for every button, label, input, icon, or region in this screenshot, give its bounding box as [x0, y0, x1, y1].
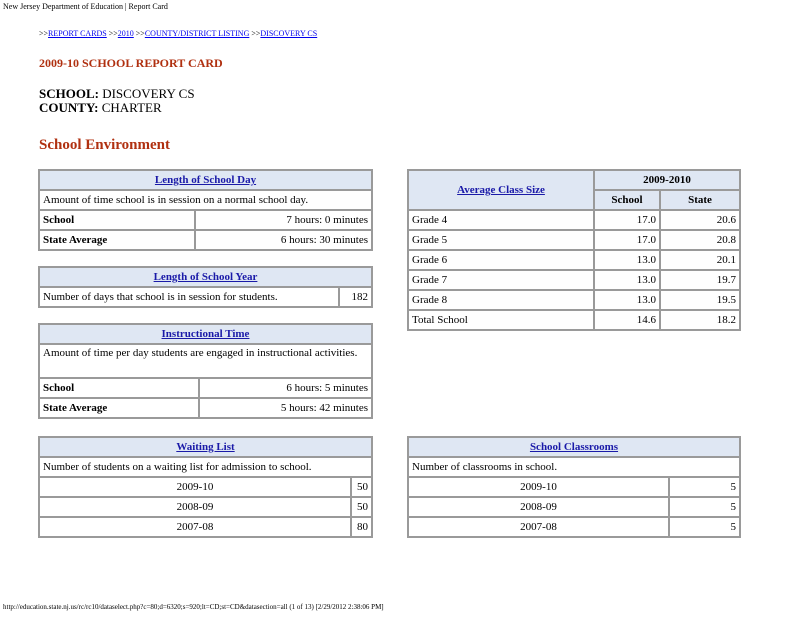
breadcrumb-year-link[interactable]: 2010 — [117, 29, 134, 38]
row-label: State Average — [39, 398, 199, 418]
length-of-school-day-link[interactable]: Length of School Day — [154, 174, 257, 186]
length-of-school-year-link[interactable]: Length of School Year — [153, 271, 258, 283]
year-label: 2008-09 — [39, 497, 351, 517]
table-header — [39, 324, 372, 344]
table-row — [39, 497, 372, 517]
row-value: 6 hours: 30 minutes — [195, 230, 372, 250]
row-value: 7 hours: 0 minutes — [195, 210, 372, 230]
waiting-list-table — [38, 436, 373, 538]
grade-label: Grade 7 — [408, 270, 594, 290]
state-value: 20.8 — [660, 230, 740, 250]
row-value: 5 — [669, 477, 740, 497]
report-card-title: 2009-10 SCHOOL REPORT CARD — [39, 56, 223, 70]
table-header — [408, 170, 594, 210]
school-value: DISCOVERY CS — [98, 86, 195, 101]
state-value: 19.7 — [660, 270, 740, 290]
year-label: 2009-10 — [408, 477, 669, 497]
breadcrumb-separator: >> — [249, 29, 261, 38]
table-row — [39, 517, 372, 537]
table-row — [408, 497, 740, 517]
school-value: 14.6 — [594, 310, 660, 330]
state-value: 19.5 — [660, 290, 740, 310]
school-value: 13.0 — [594, 270, 660, 290]
breadcrumb-separator: >> — [39, 29, 49, 38]
row-value: 182 — [339, 287, 372, 307]
breadcrumb-separator: >> — [106, 29, 118, 38]
school-value: 17.0 — [594, 210, 660, 230]
section-title: School Environment — [39, 137, 170, 153]
column-header-state: State — [660, 190, 740, 210]
year-label: 2007-08 — [39, 517, 351, 537]
row-value: 50 — [351, 477, 372, 497]
breadcrumb — [39, 29, 317, 38]
table-row — [408, 517, 740, 537]
year-label: 2008-09 — [408, 497, 669, 517]
row-value: 5 — [669, 497, 740, 517]
breadcrumb-separator: >> — [133, 29, 145, 38]
grade-label: Total School — [408, 310, 594, 330]
table-row — [39, 398, 372, 418]
county-name-line — [39, 100, 162, 116]
grade-label: Grade 8 — [408, 290, 594, 310]
row-value: 50 — [351, 497, 372, 517]
row-value: 5 hours: 42 minutes — [199, 398, 372, 418]
county-value: CHARTER — [98, 100, 162, 115]
table-row — [408, 210, 740, 230]
table-header — [39, 267, 372, 287]
grade-label: Grade 6 — [408, 250, 594, 270]
school-value: 13.0 — [594, 250, 660, 270]
year-header: 2009-2010 — [594, 170, 740, 190]
table-row — [408, 250, 740, 270]
school-value: 17.0 — [594, 230, 660, 250]
breadcrumb-county-listing-link[interactable]: COUNTY/DISTRICT LISTING — [144, 29, 250, 38]
waiting-list-link[interactable]: Waiting List — [176, 441, 235, 453]
table-header — [39, 170, 372, 190]
year-label: 2007-08 — [408, 517, 669, 537]
table-description: Number of days that school is in session for students. — [39, 287, 339, 307]
table-row — [39, 287, 372, 307]
state-value: 20.6 — [660, 210, 740, 230]
row-label: School — [39, 378, 199, 398]
row-value: 5 — [669, 517, 740, 537]
state-value: 20.1 — [660, 250, 740, 270]
page-footer-url: http://education.state.nj.us/rc/rc10/dataselect.php?c=80;d=6320;s=920;lt=CD;st=CD&datasection=all (1 of 13) [2/29/2012 2:38:06 PM] — [3, 603, 384, 611]
school-classrooms-table — [407, 436, 741, 538]
breadcrumb-school-link[interactable]: DISCOVERY CS — [260, 29, 318, 38]
row-label: School — [39, 210, 195, 230]
state-value: 18.2 — [660, 310, 740, 330]
table-row — [39, 378, 372, 398]
table-row — [39, 477, 372, 497]
table-description: Amount of time school is in session on a normal school day. — [39, 190, 372, 210]
table-header — [408, 437, 740, 457]
school-label: SCHOOL: — [39, 86, 99, 101]
average-class-size-link[interactable]: Average Class Size — [457, 184, 545, 196]
grade-label: Grade 5 — [408, 230, 594, 250]
row-value: 6 hours: 5 minutes — [199, 378, 372, 398]
row-value: 80 — [351, 517, 372, 537]
column-header-school: School — [594, 190, 660, 210]
length-of-school-day-table — [38, 169, 373, 251]
breadcrumb-report-cards-link[interactable]: REPORT CARDS — [48, 29, 107, 38]
average-class-size-table — [407, 169, 741, 331]
table-row — [408, 270, 740, 290]
school-value: 13.0 — [594, 290, 660, 310]
year-label: 2009-10 — [39, 477, 351, 497]
browser-page-header: New Jersey Department of Education | Report Card — [3, 2, 168, 11]
grade-label: Grade 4 — [408, 210, 594, 230]
school-classrooms-link[interactable]: School Classrooms — [529, 441, 619, 453]
instructional-time-table — [38, 323, 373, 419]
table-description: Number of students on a waiting list for admission to school. — [39, 457, 372, 477]
table-row — [39, 210, 372, 230]
row-label: State Average — [39, 230, 195, 250]
county-label: COUNTY: — [39, 100, 99, 115]
length-of-school-year-table — [38, 266, 373, 308]
table-row — [408, 290, 740, 310]
table-description: Number of classrooms in school. — [408, 457, 740, 477]
table-header — [39, 437, 372, 457]
instructional-time-link[interactable]: Instructional Time — [161, 328, 250, 340]
table-row — [408, 230, 740, 250]
table-row — [39, 230, 372, 250]
table-row — [408, 310, 740, 330]
table-row — [408, 477, 740, 497]
table-description: Amount of time per day students are engaged in instructional activities. — [39, 344, 372, 378]
